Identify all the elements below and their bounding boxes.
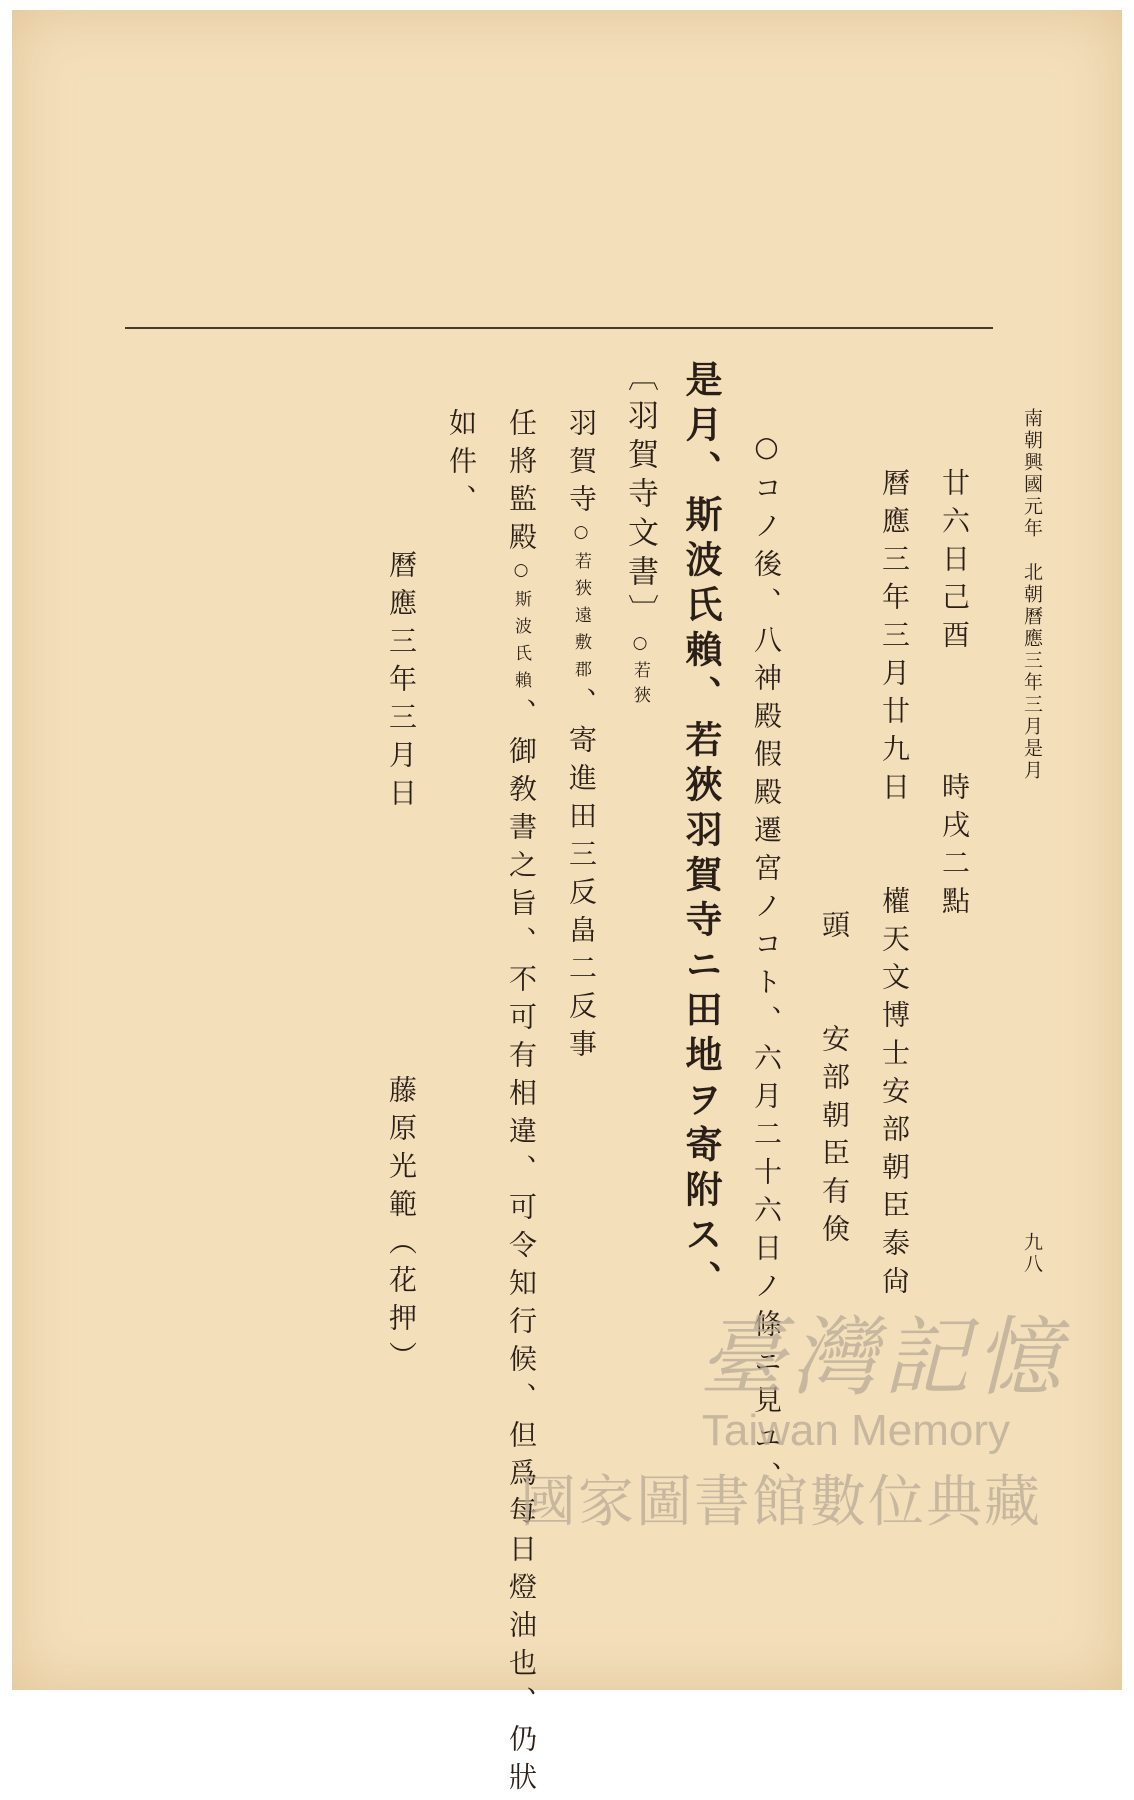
entry-date-line: 廿六日己酉 時戌二點 bbox=[938, 468, 971, 924]
document-line-2-head: 任將監殿 bbox=[505, 408, 538, 560]
document-line-1-note: ○若狹遠敷郡 bbox=[571, 522, 591, 687]
record-date-author-line: 曆應三年三月廿九日 權天文博士安部朝臣泰尙 bbox=[878, 468, 911, 1304]
source-title-text: 〔羽賀寺文書〕 bbox=[622, 360, 658, 633]
document-signature: 藤原光範（花押） bbox=[385, 1075, 418, 1379]
running-title: 南朝興國元年 北朝曆應三年三月是月 bbox=[1021, 408, 1043, 782]
source-title-note: ○若狹 bbox=[630, 633, 650, 711]
page-number: 九八 bbox=[1021, 1232, 1043, 1276]
document-date: 曆應三年三月日 bbox=[385, 550, 418, 816]
watermark-english: Taiwan Memory bbox=[701, 1406, 1010, 1455]
document-line-2 bbox=[505, 408, 538, 1800]
document-line-2-rest: 、御敎書之旨、不可有相違、可令知行候、但爲每日燈油也、仍狀 bbox=[505, 698, 538, 1800]
editorial-note-line: ○コノ後、八神殿假殿遷宮ノコト、六月二十六日ノ條ニ見ユ、 bbox=[750, 430, 783, 1499]
entry-heading: 是月、斯波氏賴、若狹羽賀寺ニ田地ヲ寄附ス、 bbox=[679, 360, 723, 1305]
watermark-library: 國家圖書館數位典藏 bbox=[520, 1470, 1042, 1533]
source-title bbox=[622, 360, 658, 711]
record-second-author-line: 頭 安部朝臣有倹 bbox=[818, 910, 851, 1252]
document-page bbox=[12, 10, 1122, 1800]
document-line-1 bbox=[565, 408, 598, 1067]
document-line-1-head: 羽賀寺 bbox=[565, 408, 598, 522]
header-rule bbox=[125, 327, 993, 329]
document-line-2-note: ○斯波氏賴 bbox=[511, 560, 531, 698]
document-line-1-rest: 、寄進田三反畠二反事 bbox=[565, 687, 598, 1067]
document-line-3: 如件、 bbox=[445, 408, 478, 522]
watermark-logo: 臺灣記憶 bbox=[699, 1308, 1067, 1408]
